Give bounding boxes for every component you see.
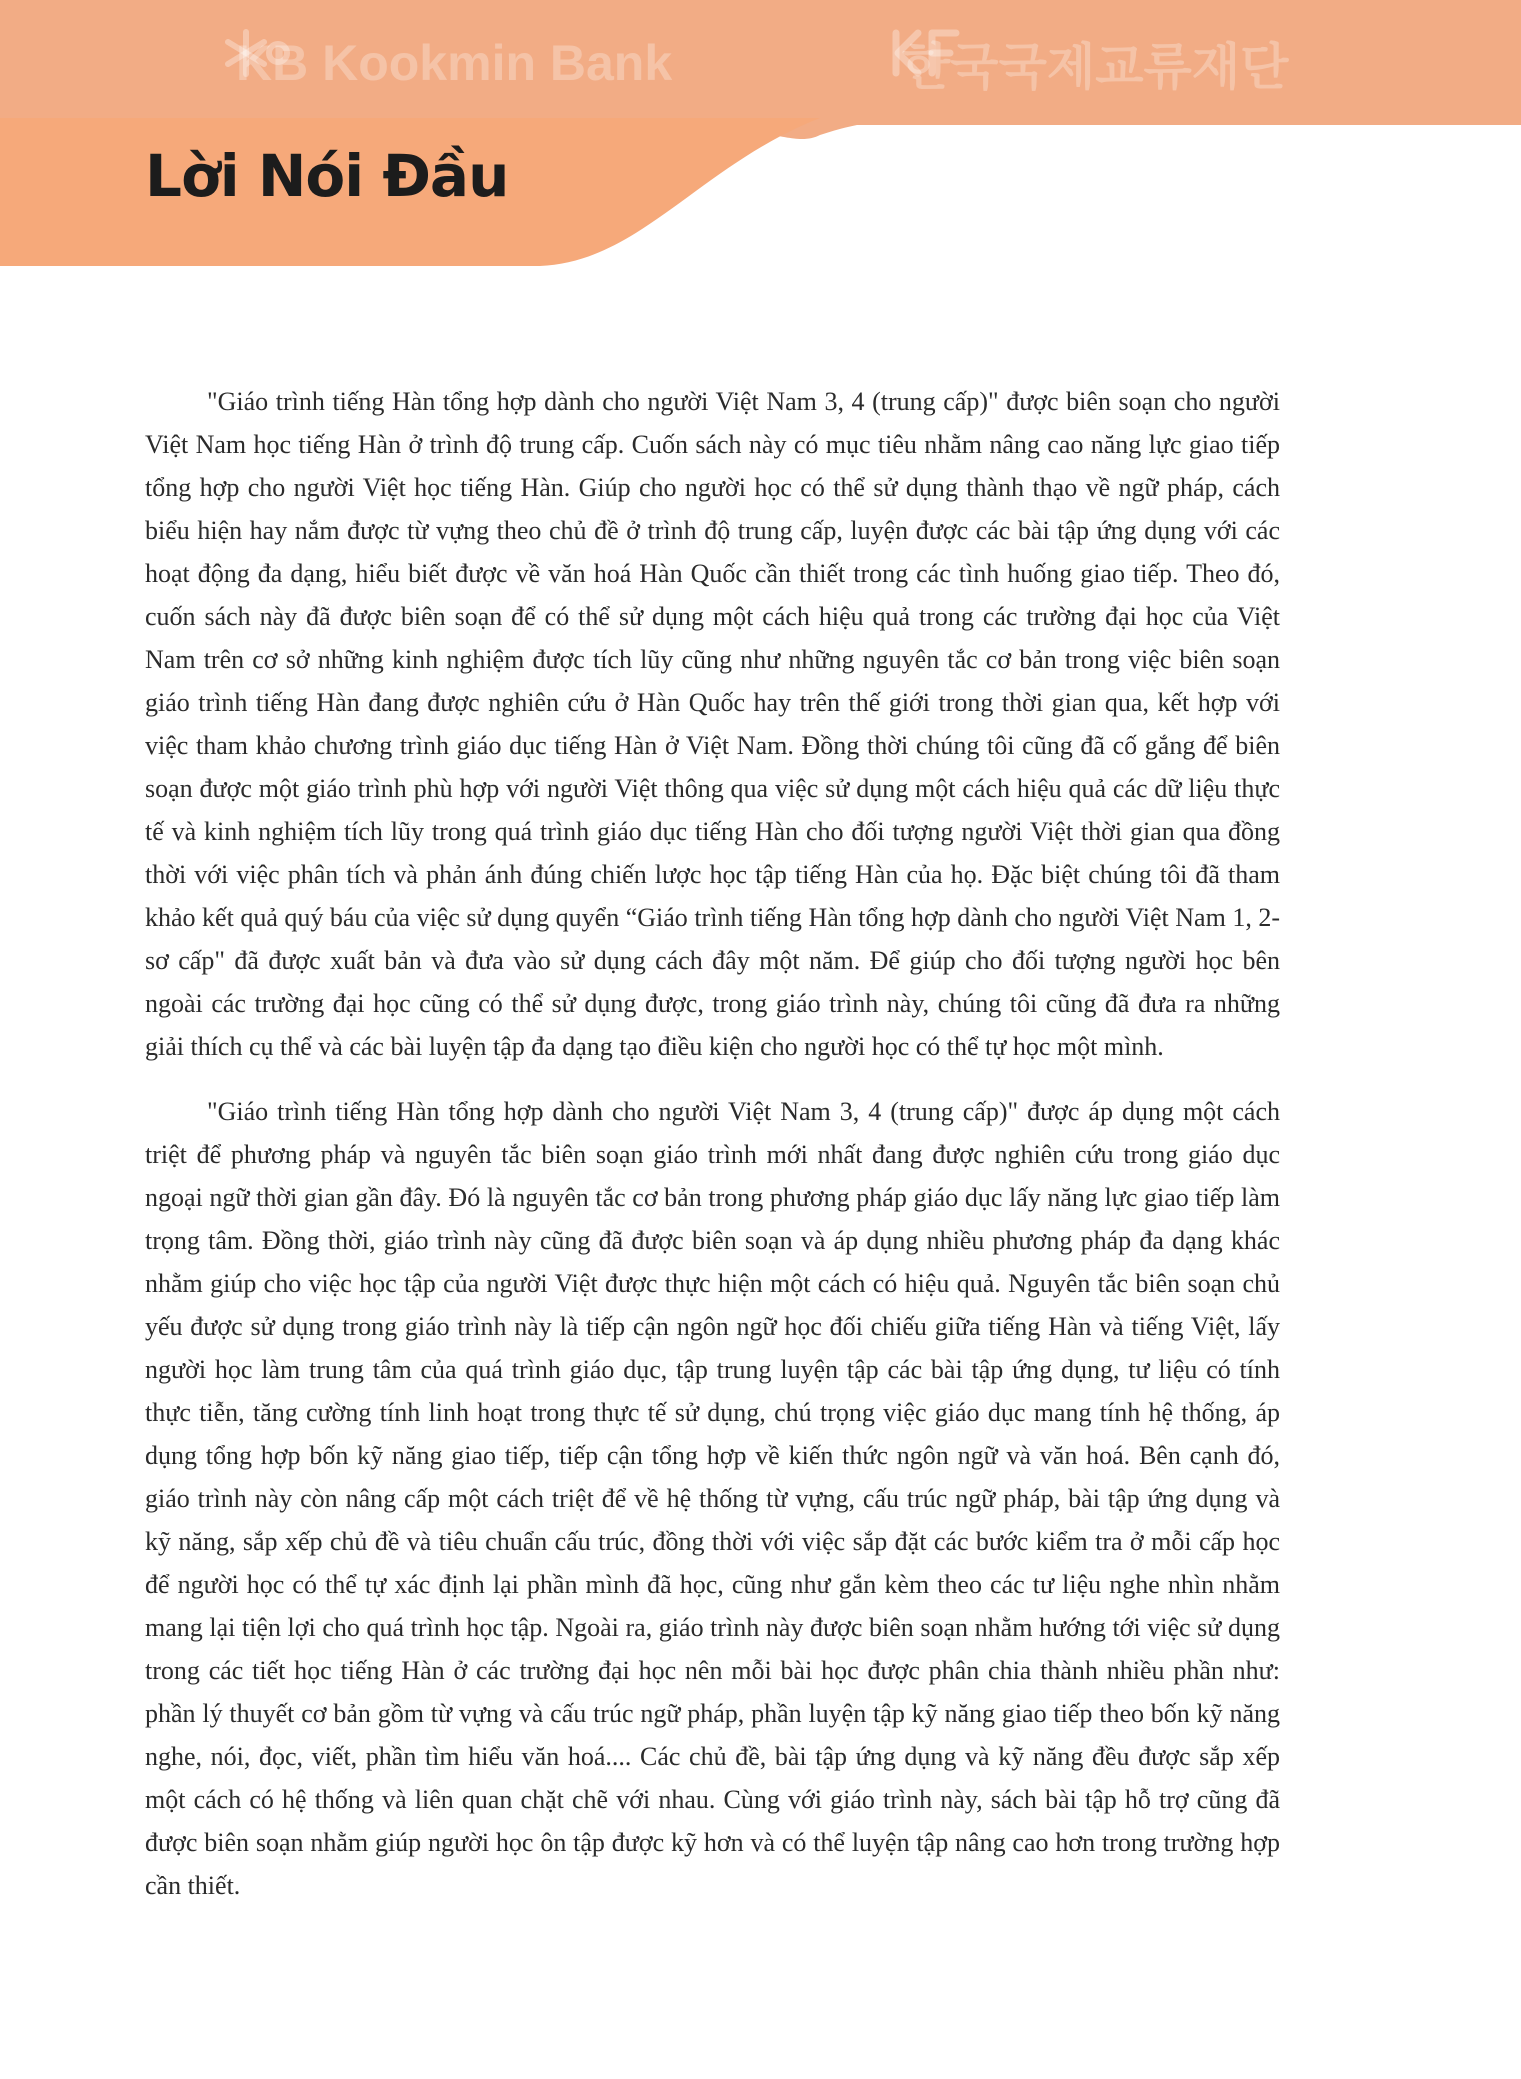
preface-body bbox=[145, 380, 1280, 1929]
sponsor-logos bbox=[0, 28, 1521, 98]
preface-paragraph-1: "Giáo trình tiếng Hàn tổng hợp dành cho người Việt Nam 3, 4 (trung cấp)" được biên soạn cho người Việt Nam học tiếng Hàn ở trình độ trung cấp. Cuốn sách này có mục tiêu nhằm nâng cao năng lực giao tiếp tổng hợp cho người Việt học tiếng Hàn. Giúp cho người học có thể sử dụng thành thạo về ngữ pháp, cách biểu hiện hay nắm được từ vựng theo chủ đề ở trình độ trung cấp, luyện được các bài tập ứng dụng với các hoạt động đa dạng, hiểu biết được về văn hoá Hàn Quốc cần thiết trong các tình huống giao tiếp. Theo đó, cuốn sách này đã được biên soạn để có thể sử dụng một cách hiệu quả trong các trường đại học của Việt Nam trên cơ sở những kinh nghiệm được tích lũy cũng như những nguyên tắc cơ bản trong việc biên soạn giáo trình tiếng Hàn đang được nghiên cứu ở Hàn Quốc hay trên thế giới trong thời gian qua, kết hợp với việc tham khảo chương trình giáo dục tiếng Hàn ở Việt Nam. Đồng thời chúng tôi cũng đã cố gắng để biên soạn được một giáo trình phù hợp với người Việt thông qua việc sử dụng một cách hiệu quả các dữ liệu thực tế và kinh nghiệm tích lũy trong quá trình giáo dục tiếng Hàn cho đối tượng người Việt thời gian qua đồng thời với việc phân tích và phản ánh đúng chiến lược học tập tiếng Hàn của họ. Đặc biệt chúng tôi đã tham khảo kết quả quý báu của việc sử dụng quyển “Giáo trình tiếng Hàn tổng hợp dành cho người Việt Nam 1, 2- sơ cấp" đã được xuất bản và đưa vào sử dụng cách đây một năm. Để giúp cho đối tượng người học bên ngoài các trường đại học cũng có thể sử dụng được, trong giáo trình này, chúng tôi cũng đã đưa ra những giải thích cụ thể và các bài luyện tập đa dạng tạo điều kiện cho người học có thể tự học một mình. bbox=[145, 387, 1280, 1061]
kf-foundation-text: 한국국제교류재단 bbox=[902, 39, 1289, 95]
kb-kookmin-bank-text: KB Kookmin Bank bbox=[236, 35, 673, 91]
kf-foundation-logo bbox=[888, 28, 1288, 98]
page-title: Lời Nói Đầu bbox=[145, 142, 509, 210]
header-band bbox=[0, 0, 1521, 270]
preface-paragraph-2: "Giáo trình tiếng Hàn tổng hợp dành cho người Việt Nam 3, 4 (trung cấp)" được áp dụng một cách triệt để phương pháp và nguyên tắc biên soạn giáo trình mới nhất đang được nghiên cứu trong giáo dục ngoại ngữ thời gian gần đây. Đó là nguyên tắc cơ bản trong phương pháp giáo dục lấy năng lực giao tiếp làm trọng tâm. Đồng thời, giáo trình này cũng đã được biên soạn và áp dụng nhiều phương pháp đa dạng khác nhằm giúp cho việc học tập của người Việt được thực hiện một cách có hiệu quả. Nguyên tắc biên soạn chủ yếu được sử dụng trong giáo trình này là tiếp cận ngôn ngữ học đối chiếu giữa tiếng Hàn và tiếng Việt, lấy người học làm trung tâm của quá trình giáo dục, tập trung luyện tập các bài tập ứng dụng, tư liệu có tính thực tiễn, tăng cường tính linh hoạt trong thực tế sử dụng, chú trọng việc giáo dục mang tính hệ thống, áp dụng tổng hợp bốn kỹ năng giao tiếp, tiếp cận tổng hợp về kiến thức ngôn ngữ và văn hoá. Bên cạnh đó, giáo trình này còn nâng cấp một cách triệt để về hệ thống từ vựng, cấu trúc ngữ pháp, bài tập ứng dụng và kỹ năng, sắp xếp chủ đề và tiêu chuẩn cấu trúc, đồng thời với việc sắp đặt các bước kiểm tra ở mỗi cấp học để người học có thể tự xác định lại phần mình đã học, cũng như gắn kèm theo các tư liệu nghe nhìn nhằm mang lại tiện lợi cho quá trình học tập. Ngoài ra, giáo trình này được biên soạn nhằm hướng tới việc sử dụng trong các tiết học tiếng Hàn ở các trường đại học nên mỗi bài học được phân chia thành nhiều phần như: phần lý thuyết cơ bản gồm từ vựng và cấu trúc ngữ pháp, phần luyện tập kỹ năng giao tiếp theo bốn kỹ năng nghe, nói, đọc, viết, phần tìm hiểu văn hoá.... Các chủ đề, bài tập ứng dụng và kỹ năng đều được sắp xếp một cách có hệ thống và liên quan chặt chẽ với nhau. Cùng với giáo trình này, sách bài tập hỗ trợ cũng đã được biên soạn nhằm giúp người học ôn tập được kỹ hơn và có thể luyện tập nâng cao hơn trong trường hợp cần thiết. bbox=[145, 1097, 1280, 1900]
kb-kookmin-bank-logo bbox=[222, 28, 672, 98]
